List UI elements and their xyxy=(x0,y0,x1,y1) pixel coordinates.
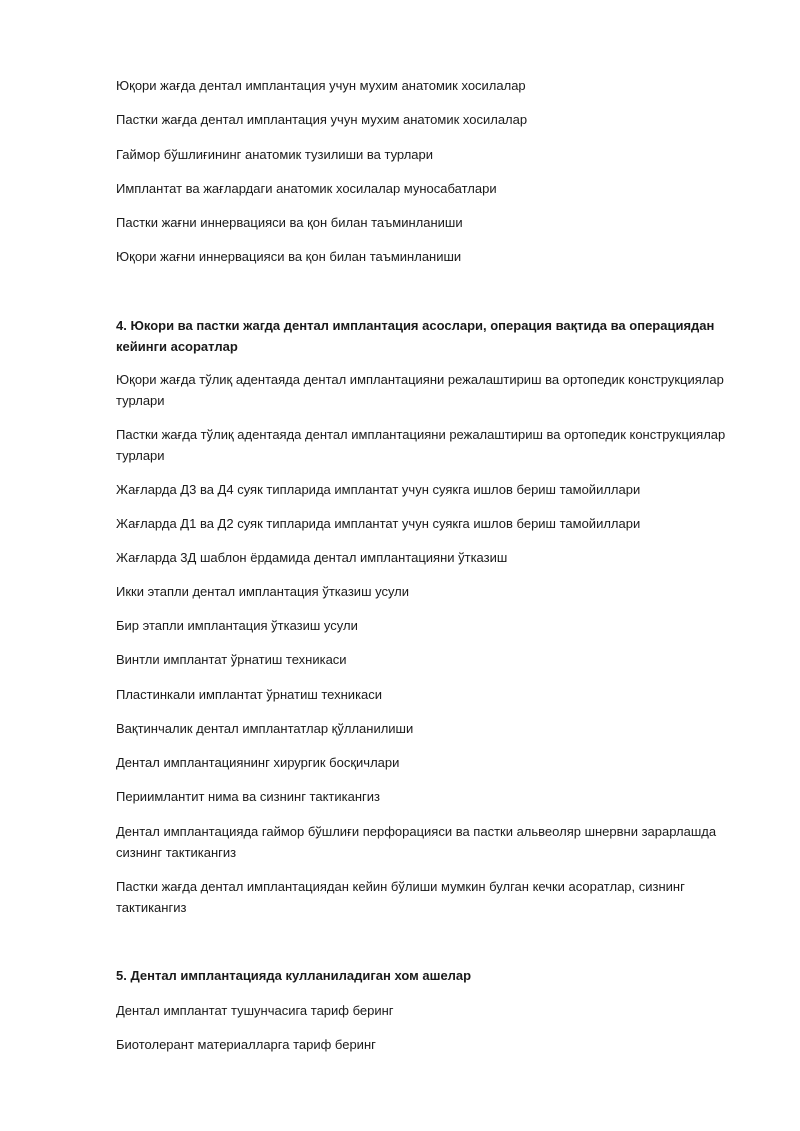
list-item: Икки этапли дентал имплантация ўтказиш усули xyxy=(116,584,410,599)
list-item: Дентал имплантацияда гаймор бўшлиғи перфорацияси ва пастки альвеоляр шнервни зарарлашда сизнинг тактикангиз xyxy=(116,824,717,860)
list-item: Юқори жағни иннервацияси ва қон билан таъминланиши xyxy=(116,249,462,264)
list-item: Вақтинчалик дентал имплантатлар қўлланилиши xyxy=(116,721,414,736)
list-item: Пастки жағда дентал имплантациядан кейин бўлиши мумкин булган кечки асоратлар, сизнинг тактикангиз xyxy=(116,879,685,915)
list-item: Имплантат ва жағлардаги анатомик хосилалар муносабатлари xyxy=(116,181,497,196)
list-item: Бир этапли имплантация ўтказиш усули xyxy=(116,618,358,633)
list-item: Жағларда 3Д шаблон ёрдамида дентал имплантацияни ўтказиш xyxy=(116,550,508,565)
list-item: Пастки жағни иннервацияси ва қон билан таъминланиши xyxy=(116,215,463,230)
section-heading: 5. Дентал имплантацияда кулланиладиган хом ашелар xyxy=(116,968,472,983)
list-item: Дентал имплантациянинг хирургик босқичлари xyxy=(116,755,400,770)
section-heading: 4. Юкори ва пастки жагда дентал имплантация асослари, операция вақтида ва операциядан кейинги асоратлар xyxy=(116,318,715,354)
list-item: Жағларда Д1 ва Д2 суяк типларида имплантат учун суякга ишлов бериш тамойиллари xyxy=(116,516,641,531)
list-item: Винтли имплантат ўрнатиш техникаси xyxy=(116,652,347,667)
list-item: Гаймор бўшлиғининг анатомик тузилиши ва турлари xyxy=(116,147,434,162)
list-item: Юқори жағда дентал имплантация учун мухим анатомик хосилалар xyxy=(116,78,526,93)
list-item: Пастки жағда дентал имплантация учун мухим анатомик хосилалар xyxy=(116,112,528,127)
list-item: Периимлантит нима ва сизнинг тактикангиз xyxy=(116,789,380,804)
list-item: Пастки жағда тўлиқ адентаяда дентал имплантацияни режалаштириш ва ортопедик конструкциялар турлари xyxy=(116,427,726,463)
list-item: Дентал имплантат тушунчасига тариф беринг xyxy=(116,1003,394,1018)
list-item: Юқори жағда тўлиқ адентаяда дентал имплантацияни режалаштириш ва ортопедик конструкциялар турлари xyxy=(116,372,724,408)
list-item: Биотолерант материалларга тариф беринг xyxy=(116,1037,376,1052)
list-item: Жағларда Д3 ва Д4 суяк типларида имплантат учун суякга ишлов бериш тамойиллари xyxy=(116,482,641,497)
list-item: Пластинкали имплантат ўрнатиш техникаси xyxy=(116,687,383,702)
